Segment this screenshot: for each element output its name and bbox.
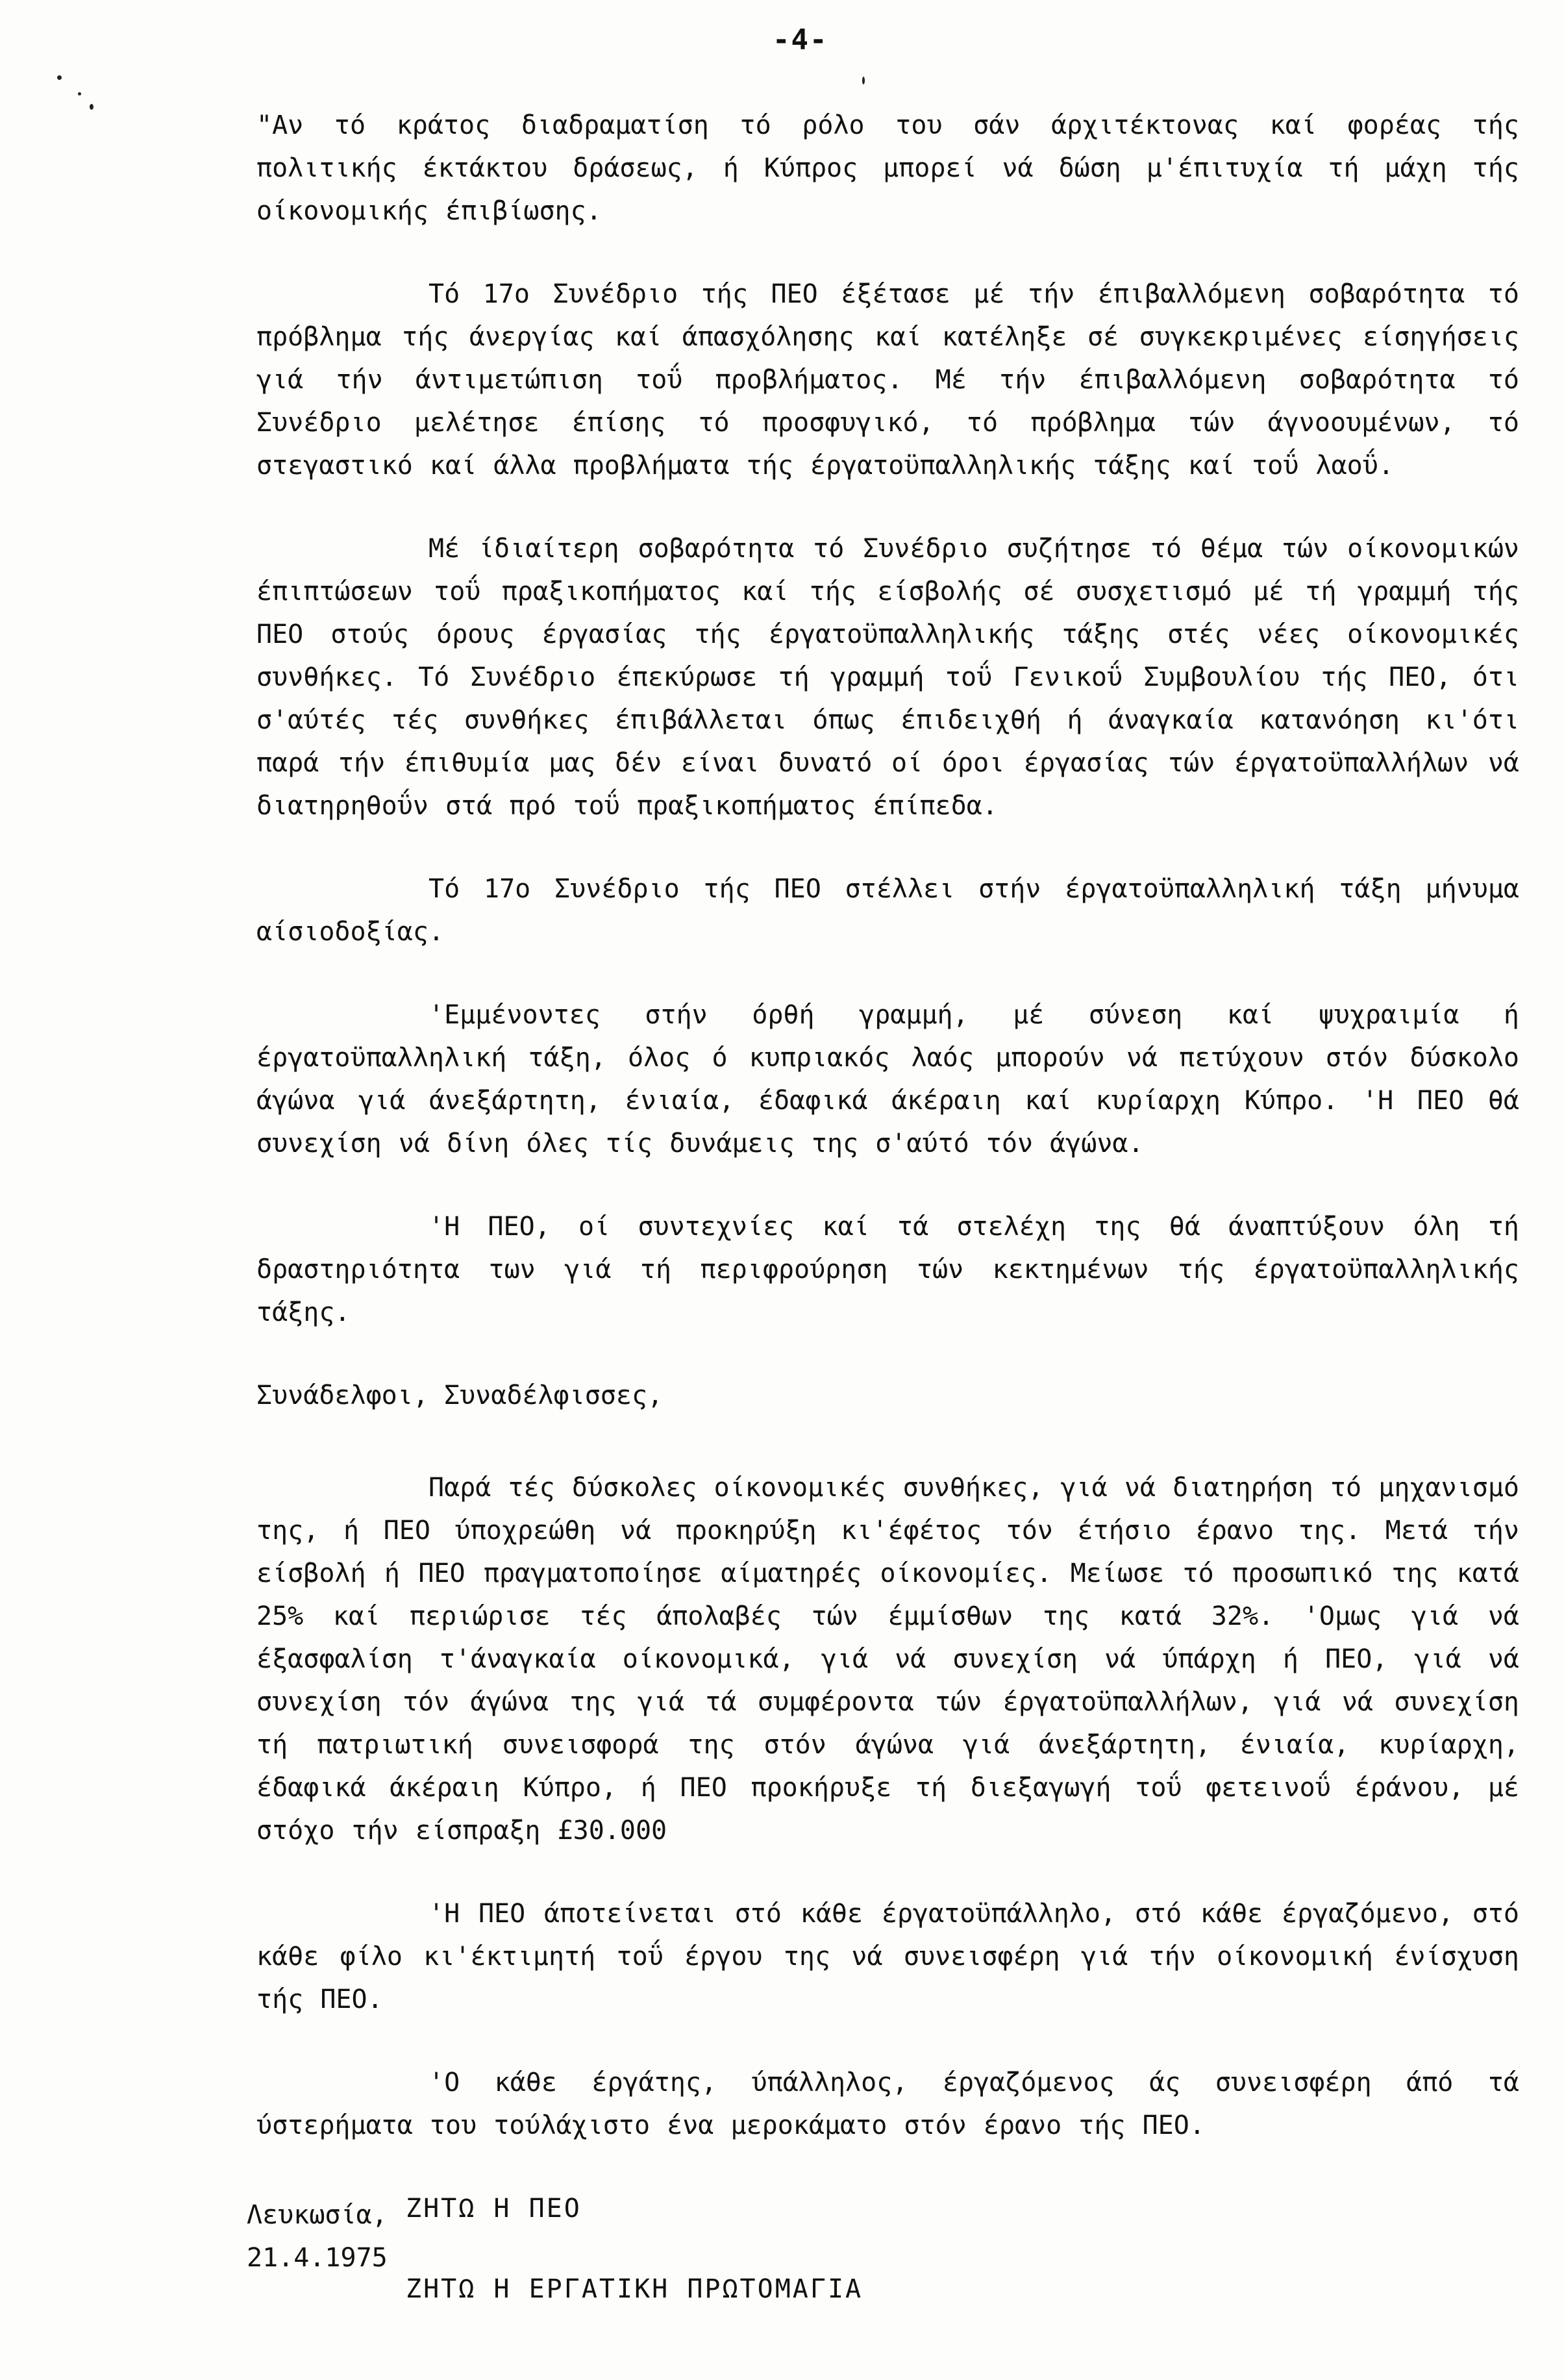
paragraph: Τό 17ο Συνέδριο τής ΠΕΟ έξέτασε μέ τήν έπιβαλλόμενη σοβαρότητα τό πρόβλημα τής άνεργίας καί άπασχόλησης καί κατέληξε σέ συγκεκριμένες είσηγήσεις γιά τήν άντιμετώπιση τοΰ προβλήματος. Μέ τήν έπιβαλλόμενη σοβαρότητα τό Συνέδριο μελέτησε έπίσης τό προσφυγικό, τό πρόβλημα τών άγνοουμένων, τό στεγαστικό καί άλλα προβλήματα τής έργατοϋπαλληλικής τάξης καί τοΰ λαοΰ. [256,279,1537,481]
paragraph: 'Εμμένοντες στήν όρθή γραμμή, μέ σύνεση καί ψυχραιμία ή έργατοϋπαλληλική τάξη, όλος ό κυπριακός λαός μπορούν νά πετύχουν στόν δύσκολο άγώνα γιά άνεξάρτητη, ένιαία, έδαφικά άκέραιη καί κυρίαρχη Κύπρο. 'Η ΠΕΟ θά συνεχίση νά δίνη όλες τίς δυνάμεις της σ'αύτό τόν άγώνα. [256,1000,1537,1159]
place-date [247,2194,388,2279]
page-number: -4- [773,23,828,56]
slogans [406,2187,1519,2311]
paragraph: Παρά τές δύσκολες οίκονομικές συνθήκες, γιά νά διατηρήση τό μηχανισμό της, ή ΠΕΟ ύποχρεώθη νά προκηρύξη κι'έφέτος τόν έτήσιο έρανο της. Μετά τήν είσβολή ή ΠΕΟ πραγματοποίησε αίματηρές οίκονομίες. Μείωσε τό προσωπικό της κατά 25% καί περιώρισε τές άπολαβές τών έμμίσθων της κατά 32%. 'Ομως γιά νά έξασφαλίση τ'άναγκαία οίκονομικά, γιά νά συνεχίση νά ύπάρχη ή ΠΕΟ, γιά νά συνεχίση τόν άγώνα της γιά τά συμφέροντα τών έργατοϋπαλλήλων, γιά νά συνεχίση τή πατριωτική συνεισφορά της στόν άγώνα γιά άνεξάρτητη, ένιαία, κυρίαρχη, έδαφικά άκέραιη Κύπρο, ή ΠΕΟ προκήρυξε τή διεξαγωγή τοΰ φετεινοΰ έράνου, μέ στόχο τήν είσπραξη £30.000 [256,1473,1537,1846]
slogan: ΖΗΤΩ Η ΕΡΓΑΤΙΚΗ ΠΡΩΤΟΜΑΓΙΑ [406,2274,863,2304]
salutation: Συνάδελφοι, Συναδέλφισσες, [256,1381,664,1410]
paragraph: "Αν τό κράτος διαδραματίση τό ρόλο του σάν άρχιτέκτονας καί φορέας τής πολιτικής έκτάκτου δράσεως, ή Κύπρος μπορεί νά δώση μ'έπιτυχία τή μάχη τής οίκονομικής έπιβίωσης. [256,110,1537,226]
letter-body [256,104,1537,2348]
paragraph: Μέ ίδιαίτερη σοβαρότητα τό Συνέδριο συζήτησε τό θέμα τών οίκονομικών έπιπτώσεων τοΰ πραξικοπήματος καί τής είσβολής σέ συσχετισμό μέ τή γραμμή τής ΠΕΟ στούς όρους έργασίας τής έργατοϋπαλληλικής τάξης στές νέες οίκονομικές συνθήκες. Τό Συνέδριο έπεκύρωσε τή γραμμή τοΰ Γενικοΰ Συμβουλίου τής ΠΕΟ, ότι σ'αύτές τές συνθήκες έπιβάλλεται όπως έπιδειχθή ή άναγκαία κατανόηση κι'ότι παρά τήν έπιθυμία μας δέν είναι δυνατό οί όροι έργασίας τών έργατοϋπαλλήλων νά διατηρηθοΰν στά πρό τοΰ πραξικοπήματος έπίπεδα. [256,534,1537,821]
slogan: ΖΗΤΩ Η ΠΕΟ [406,2194,582,2223]
scan-speck [78,92,81,95]
place: Λευκωσία, [247,2200,388,2230]
paragraph: 'Ο κάθε έργάτης, ύπάλληλος, έργαζόμενος άς συνεισφέρη άπό τά ύστερήματα του τούλάχιστο ένα μεροκάματο στόν έρανο τής ΠΕΟ. [256,2068,1537,2140]
paragraph: 'Η ΠΕΟ άποτείνεται στό κάθε έργατοϋπάλληλο, στό κάθε έργαζόμενο, στό κάθε φίλο κι'έκτιμητή τοΰ έργου της νά συνεισφέρη γιά τήν οίκονομική ένίσχυση τής ΠΕΟ. [256,1899,1537,2014]
scan-speck [862,77,865,84]
date: 21.4.1975 [247,2243,388,2273]
scan-speck [57,75,62,80]
paragraph: 'Η ΠΕΟ, οί συντεχνίες καί τά στελέχη της θά άναπτύξουν όλη τή δραστηριότητα των γιά τή περιφρούρηση τών κεκτημένων τής έργατοϋπαλληλικής τάξης. [256,1212,1537,1327]
scan-speck [90,104,93,110]
paragraph: Τό 17ο Συνέδριο τής ΠΕΟ στέλλει στήν έργατοϋπαλληλική τάξη μήνυμα αίσιοδοξίας. [256,874,1537,947]
